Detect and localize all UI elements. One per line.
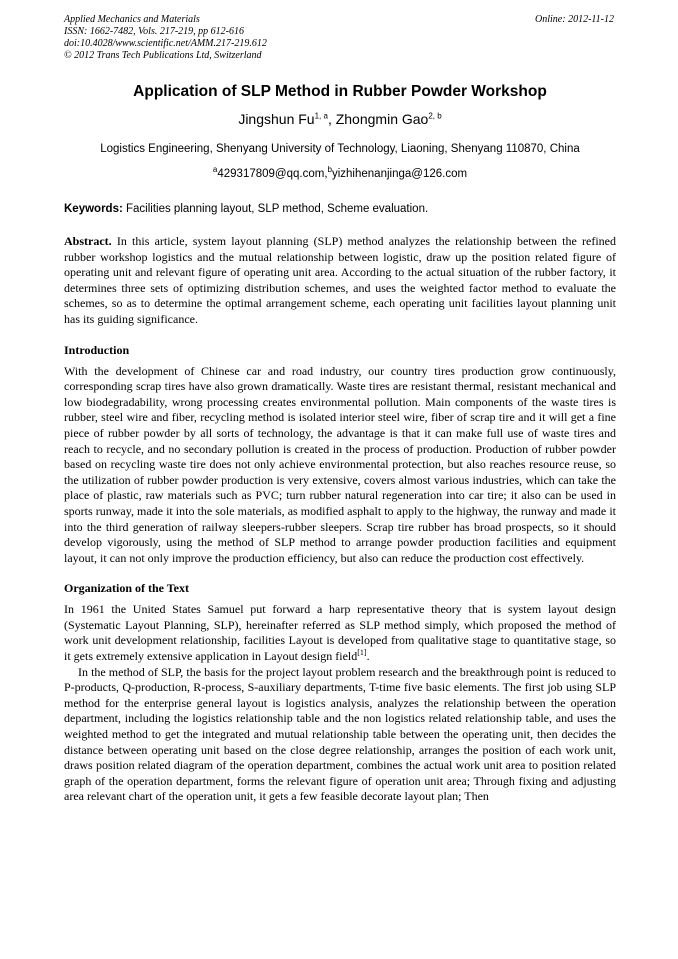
email-address: yizhihenanjinga@126.com <box>331 168 468 180</box>
copyright-line: © 2012 Trans Tech Publications Ltd, Switzerland <box>64 50 262 61</box>
email-address: 429317809@qq.com, <box>217 168 328 180</box>
citation-ref: [1] <box>357 648 367 658</box>
author-name: Zhongmin Gao <box>335 111 429 127</box>
email-line <box>64 167 616 182</box>
author-separator: , <box>327 111 336 127</box>
abstract-label: Abstract. <box>64 234 112 248</box>
author-affiliation-mark: 1, a <box>314 111 328 121</box>
introduction-paragraph: With the development of Chinese car and road industry, our country tires production grow continuously, corresponding scrap tires have also grown dramatically. Waste tires are resistant thermal, resistant mechanical and low biodegradability, wrong processing creates environmental pollution. Main components of the waste tires is rubber, steel wire and fiber, recycling method is isolated interior steel wire, fiber of scrap tire and it will get a fine piece of rubber powder by all sorts of technology, the advantage is that it can make full use of waste tires and reach to recycle, and no secondary pollution is created in the process of production. Production of rubber powder based on recycling waste tire does not only achieve environmental protection, but also reaches resource reuse, so the utilization of rubber powder production is very extensive, covers almost various industries, which can take the place of plastic, raw materials such as PVC; turn rubber natural regeneration into car tire; it also can be used in sports runway, made it into the sole materials, as modified asphalt to apply to the highway, the runway and made it into the third generation of railway sleepers-rubber sleepers. Scrap tire rubber has broad prospects, so it should develop vigorously, using the method of SLP method to arrange powder production facilities and equipment layout, it can not only improve the production efficiency, but also can reduce the production cost effectively. <box>64 363 616 565</box>
affiliation: Logistics Engineering, Shenyang University of Technology, Liaoning, Shenyang 110870, China <box>100 143 580 155</box>
author-line <box>64 110 616 128</box>
paper-title: Application of SLP Method in Rubber Powder Workshop <box>133 83 547 100</box>
organization-paragraph <box>64 602 616 664</box>
keywords-text: Facilities planning layout, SLP method, Scheme evaluation. <box>122 203 429 215</box>
paper-page <box>64 14 616 805</box>
journal-name: Applied Mechanics and Materials <box>64 14 200 25</box>
issn-line: ISSN: 1662-7482, Vols. 217-219, pp 612-616 <box>64 26 244 37</box>
doi-line: doi:10.4028/www.scientific.net/AMM.217-219.612 <box>64 38 267 49</box>
paragraph-text: In 1961 the United States Samuel put forward a harp representative theory that is system layout design (Systematic Layout Planning, SLP), hereinafter referred as SLP method simply, which proposed the method of work unit development relationship, facilities Layout is developed from qualitative stage to quantitative stage, so it gets extremely extensive application in Layout design field <box>64 602 616 664</box>
section-heading-introduction: Introduction <box>64 342 130 357</box>
abstract <box>64 234 616 328</box>
email-mark: b <box>327 165 332 175</box>
section-heading-organization: Organization of the Text <box>64 581 189 596</box>
author-name: Jingshun Fu <box>238 111 315 127</box>
keywords <box>64 202 616 217</box>
paragraph-end: . <box>366 649 370 664</box>
online-date: Online: 2012-11-12 <box>535 14 614 25</box>
author-affiliation-mark: 2, b <box>428 111 442 121</box>
organization-paragraph: In the method of SLP, the basis for the project layout problem research and the breakthrough point is reduced to P-products, Q-production, R-process, S-auxiliary departments, T-time five basic elements. The first job using SLP method for the enterprise general layout is logistics analysis, analyzes the relationship between the operation department, including the logistics relationship table and the non logistics related relationship table, and uses the weighted method to get the integrated and mutual relationship table between the operating unit, then decides the distance between operating unit based on the close degree relationship, arranges the position of each work unit, draws position related diagram of the operation department, combines the actual work unit area to position related graph of the operation department, forms the relevant figure of operation unit area; Through fixing and adjusting area relevant chart of the operation unit, it gets a few feasible decorate layout plan; Then <box>64 664 616 804</box>
abstract-text: In this article, system layout planning (SLP) method analyzes the relationship between the refined rubber workshop logistics and the mutual relationship between logistic, draw up the position related figure of operating unit and relevant figure of operating unit area. According to the actual situation of the rubber factory, it determines three sets of optimizing distribution schemes, and uses the weighted factor method to evaluate the schemes, so as to determine the optimal arrangement scheme, each operating unit facilities layout planning unit has its guiding significance. <box>64 234 616 326</box>
keywords-label: Keywords: <box>64 203 123 215</box>
journal-header <box>64 14 616 62</box>
email-mark: a <box>212 165 218 175</box>
